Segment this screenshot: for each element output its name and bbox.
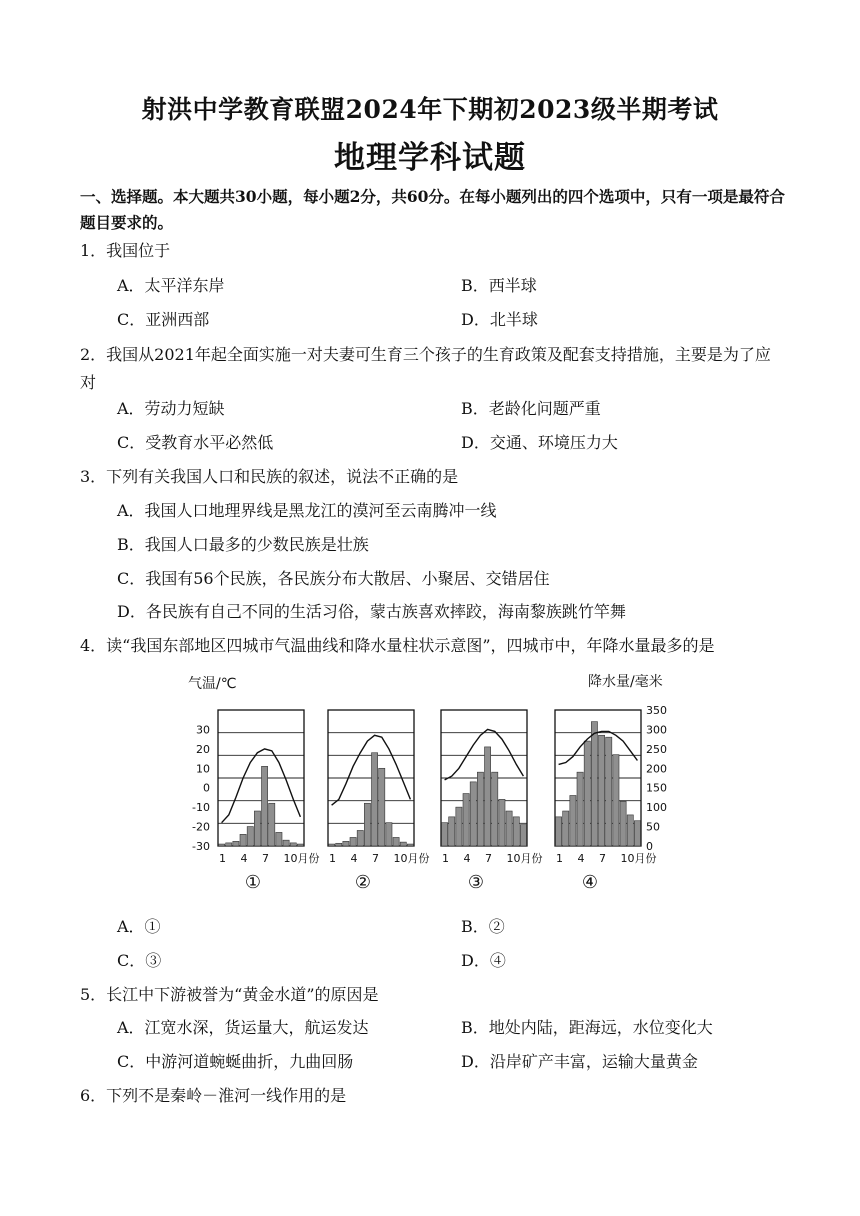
precipitation-bar <box>470 782 476 846</box>
q1-option-a[interactable]: A．太平洋东岸 <box>117 276 225 295</box>
precipitation-bar <box>386 823 392 846</box>
panel-label: ① <box>244 872 262 893</box>
q4-option-d[interactable]: D．④ <box>461 951 506 970</box>
precipitation-tick-label: 300 <box>646 723 667 737</box>
precipitation-bar <box>393 837 399 846</box>
precipitation-bar <box>520 825 526 846</box>
precipitation-bar <box>591 722 597 846</box>
temperature-tick-label: -10 <box>192 801 210 815</box>
precipitation-bar <box>563 811 569 846</box>
precipitation-bar <box>556 817 562 846</box>
precipitation-bar <box>262 766 268 846</box>
precipitation-bar <box>513 817 519 846</box>
precipitation-bar <box>456 807 462 846</box>
precipitation-bar <box>407 844 413 846</box>
precipitation-bar <box>463 794 469 846</box>
precipitation-bar <box>584 741 590 846</box>
temperature-curve <box>332 735 411 805</box>
q2-option-b[interactable]: B．老龄化问题严重 <box>461 399 601 418</box>
temperature-tick-label: -30 <box>192 840 210 853</box>
precipitation-bar <box>372 753 378 846</box>
precipitation-tick-label: 0 <box>646 840 653 853</box>
exam-subtitle: 地理学科试题 <box>334 140 526 176</box>
month-tick-label: 1 <box>556 852 563 865</box>
q2-option-d[interactable]: D．交通、环境压力大 <box>461 433 618 452</box>
q4-option-c[interactable]: C．③ <box>117 951 162 970</box>
precipitation-bar <box>606 737 612 846</box>
precipitation-bar <box>599 735 605 846</box>
precipitation-bar <box>297 844 303 846</box>
precipitation-tick-label: 50 <box>646 820 660 834</box>
precipitation-bar <box>226 843 232 846</box>
question-6-stem: 6．下列不是秦岭－淮河一线作用的是 <box>80 1086 347 1105</box>
q3-option-a[interactable]: A．我国人口地理界线是黑龙江的漠河至云南腾冲一线 <box>117 501 497 520</box>
question-4-stem: 4．读“我国东部地区四城市气温曲线和降水量柱状示意图”，四城市中，年降水量最多的是 <box>80 636 715 655</box>
temperature-curve <box>222 749 301 823</box>
precipitation-bar <box>350 837 356 846</box>
month-tick-label: 7 <box>599 852 606 865</box>
precipitation-bar <box>276 832 282 846</box>
climate-panel-1 <box>218 710 320 893</box>
precipitation-bar <box>485 747 491 846</box>
precipitation-bar <box>477 772 483 846</box>
panel-label: ② <box>354 872 372 893</box>
precipitation-bar <box>442 823 448 846</box>
question-5-stem: 5．长江中下游被誉为“黄金水道”的原因是 <box>80 985 379 1004</box>
temperature-tick-label: 0 <box>203 781 210 795</box>
precipitation-bar <box>400 842 406 846</box>
month-tick-label: 4 <box>577 852 585 865</box>
month-tick-label: 1 <box>219 852 226 865</box>
q2-option-a[interactable]: A．劳动力短缺 <box>117 399 225 418</box>
precipitation-bar <box>634 821 640 846</box>
month-tick-label: 10月份 <box>393 852 430 865</box>
precipitation-bar <box>379 768 385 846</box>
precipitation-bar <box>357 830 363 846</box>
precipitation-bar <box>449 817 455 846</box>
month-tick-label: 7 <box>262 852 269 865</box>
q4-option-b[interactable]: B．② <box>461 917 505 936</box>
precipitation-bar <box>620 801 626 846</box>
precipitation-bar <box>269 803 275 846</box>
precipitation-bar <box>254 811 260 846</box>
precipitation-tick-label: 350 <box>646 704 667 717</box>
precipitation-bar <box>233 841 239 846</box>
temperature-tick-label: -20 <box>192 820 210 834</box>
q1-option-c[interactable]: C．亚洲西部 <box>117 310 210 329</box>
temperature-axis-label: 气温/℃ <box>188 676 237 692</box>
precipitation-bar <box>627 815 633 846</box>
q3-option-b[interactable]: B．我国人口最多的少数民族是壮族 <box>117 535 369 554</box>
precipitation-bar <box>219 844 225 846</box>
climate-panel-2 <box>328 710 430 893</box>
precipitation-bar <box>492 772 498 846</box>
climate-panel-3 <box>441 710 543 893</box>
question-3-stem: 3．下列有关我国人口和民族的叙述，说法不正确的是 <box>80 467 459 486</box>
precipitation-bar <box>329 844 335 846</box>
q5-option-c[interactable]: C．中游河道蜿蜒曲折，九曲回肠 <box>117 1052 354 1071</box>
month-tick-label: 10月份 <box>506 852 543 865</box>
temperature-curve <box>559 731 638 764</box>
precipitation-bar <box>499 799 505 846</box>
precipitation-bar <box>570 795 576 846</box>
panel-label: ③ <box>467 872 485 893</box>
temperature-tick-label: 20 <box>196 742 210 756</box>
month-tick-label: 4 <box>240 852 248 865</box>
q3-option-d[interactable]: D．各民族有自己不同的生活习俗，蒙古族喜欢摔跤，海南黎族跳竹竿舞 <box>117 602 626 621</box>
temperature-curve <box>445 729 524 780</box>
precipitation-tick-label: 150 <box>646 781 667 795</box>
q2-option-c[interactable]: C．受教育水平必然低 <box>117 433 274 452</box>
q5-option-b[interactable]: B．地处内陆，距海远，水位变化大 <box>461 1018 713 1037</box>
q1-option-b[interactable]: B．西半球 <box>461 276 537 295</box>
q5-option-a[interactable]: A．江宽水深，货运量大，航运发达 <box>117 1018 369 1037</box>
precipitation-tick-label: 100 <box>646 801 667 815</box>
panel-label: ④ <box>581 872 599 893</box>
precipitation-bar <box>240 834 246 846</box>
question-2-stem: 2．我国从2021年起全面实施一对夫妻可生育三个孩子的生育政策及配套支持措施，主要是为了应对 <box>80 345 771 392</box>
precipitation-tick-label: 200 <box>646 762 667 776</box>
precipitation-tick-label: 250 <box>646 742 667 756</box>
exam-title: 射洪中学教育联盟2024年下期初2023级半期考试 <box>141 95 719 124</box>
month-tick-label: 7 <box>485 852 492 865</box>
precipitation-bar <box>506 811 512 846</box>
month-tick-label: 4 <box>350 852 358 865</box>
climate-panel-4 <box>555 710 657 893</box>
temperature-tick-label: 10 <box>196 762 210 776</box>
precipitation-bar <box>613 755 619 846</box>
precipitation-bar <box>364 803 370 846</box>
month-tick-label: 10月份 <box>283 852 320 865</box>
precipitation-bar <box>336 843 342 846</box>
month-tick-label: 10月份 <box>620 852 657 865</box>
month-tick-label: 1 <box>329 852 336 865</box>
q1-option-d[interactable]: D．北半球 <box>461 310 538 329</box>
precipitation-axis-label: 降水量/毫米 <box>588 674 663 690</box>
climate-chart <box>180 668 680 898</box>
temperature-tick-label: 30 <box>196 723 210 737</box>
precipitation-bar <box>343 841 349 846</box>
q5-option-d[interactable]: D．沿岸矿产丰富，运输大量黄金 <box>461 1052 698 1071</box>
month-tick-label: 4 <box>463 852 471 865</box>
q3-option-c[interactable]: C．我国有56个民族，各民族分布大散居、小聚居、交错居住 <box>117 569 550 588</box>
month-tick-label: 7 <box>372 852 379 865</box>
q4-option-a[interactable]: A．① <box>117 917 161 936</box>
precipitation-bar <box>577 772 583 846</box>
precipitation-bar <box>290 843 296 846</box>
section-heading: 一、选择题。本大题共30小题，每小题2分，共60分。在每小题列出的四个选项中，只有一项是最符合题目要求的。 <box>80 187 785 232</box>
precipitation-bar <box>283 840 289 846</box>
question-1-stem: 1．我国位于 <box>80 241 171 260</box>
month-tick-label: 1 <box>442 852 449 865</box>
precipitation-bar <box>247 827 253 846</box>
